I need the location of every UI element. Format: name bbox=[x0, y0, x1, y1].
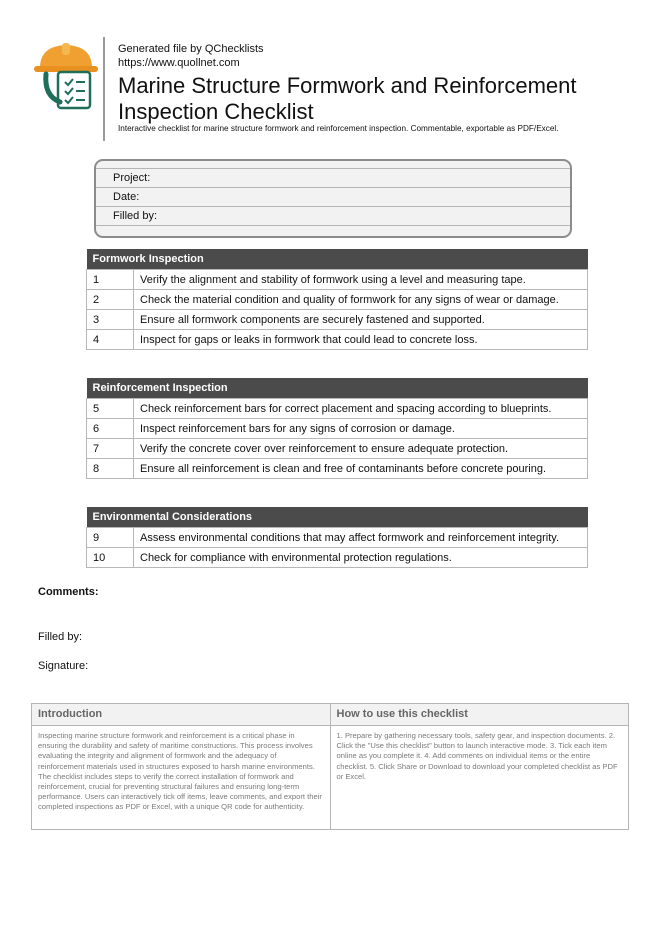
generator-info bbox=[118, 42, 264, 70]
header-divider bbox=[103, 37, 105, 141]
checklist-row[interactable] bbox=[87, 330, 588, 350]
item-text: Assess environmental conditions that may affect formwork and reinforcement integrity. bbox=[134, 528, 588, 548]
item-text: Verify the alignment and stability of formwork using a level and measuring tape. bbox=[134, 270, 588, 290]
item-text: Check reinforcement bars for correct placement and spacing according to blueprints. bbox=[134, 399, 588, 419]
item-number: 4 bbox=[87, 330, 134, 350]
date-field[interactable]: Date: bbox=[96, 188, 570, 207]
title-line-1: Marine Structure Formwork and Reinforcement bbox=[118, 73, 577, 98]
item-number: 10 bbox=[87, 548, 134, 568]
section-reinforcement-inspection bbox=[86, 378, 588, 479]
checklist-row[interactable] bbox=[87, 439, 588, 459]
checklist-row[interactable] bbox=[87, 548, 588, 568]
qchecklists-logo bbox=[32, 40, 100, 112]
filled-by-label: Filled by: bbox=[38, 631, 83, 643]
item-number: 9 bbox=[87, 528, 134, 548]
item-number: 5 bbox=[87, 399, 134, 419]
section-title: Formwork Inspection bbox=[87, 249, 588, 270]
item-number: 8 bbox=[87, 459, 134, 479]
item-text: Ensure all formwork components are securely fastened and supported. bbox=[134, 310, 588, 330]
introduction-text: Inspecting marine structure formwork and reinforcement is a critical phase in ensuring the durability and safety of maritime constructions. This process involves evaluating the integrity and alignment of formwork and the adequacy of reinforcement materials used in structures exposed to harsh marine environments. The checklist includes steps to verify the correct installation of formwork and reinforcement, crucial for preventing structural failures and ensuring long-term performance. Users can interactively tick off items, leave comments, and export their completed inspections as PDF or Excel, with a unique QR code for authenticity. bbox=[38, 731, 322, 812]
section-environmental-considerations bbox=[86, 507, 588, 568]
section-title: Environmental Considerations bbox=[87, 507, 588, 528]
checklist-row[interactable] bbox=[87, 528, 588, 548]
project-field[interactable]: Project: bbox=[96, 168, 570, 188]
item-text: Inspect for gaps or leaks in formwork that could lead to concrete loss. bbox=[134, 330, 588, 350]
checklist-row[interactable] bbox=[87, 270, 588, 290]
checklist-row[interactable] bbox=[87, 459, 588, 479]
item-text: Inspect reinforcement bars for any signs of corrosion or damage. bbox=[134, 419, 588, 439]
introduction-panel bbox=[32, 704, 330, 829]
page-title bbox=[118, 73, 577, 125]
checklist-row[interactable] bbox=[87, 290, 588, 310]
section-formwork-inspection bbox=[86, 249, 588, 350]
item-text: Check for compliance with environmental protection regulations. bbox=[134, 548, 588, 568]
generated-by-text: Generated file by QChecklists bbox=[118, 43, 264, 55]
item-number: 2 bbox=[87, 290, 134, 310]
filled-by-field[interactable]: Filled by: bbox=[96, 207, 570, 226]
source-url[interactable]: https://www.quollnet.com bbox=[118, 57, 240, 69]
checklist-description bbox=[31, 703, 629, 830]
document-info-box bbox=[94, 159, 572, 238]
how-to-text: 1. Prepare by gathering necessary tools, safety gear, and inspection documents. 2. Click the "Use this checklist" button to launch interactive mode. 3. Tick each item online as you complete it. 4. Add comments on individual items or the entire checklist. 5. Click Share or Download to download your completed checklist as PDF or Excel. bbox=[336, 731, 618, 781]
page-subtitle: Interactive checklist for marine structure formwork and reinforcement inspection. Commentable, exportable as PDF/Excel. bbox=[118, 124, 559, 133]
item-text: Ensure all reinforcement is clean and free of contaminants before concrete pouring. bbox=[134, 459, 588, 479]
comments-label: Comments: bbox=[38, 586, 99, 598]
how-to-heading: How to use this checklist bbox=[331, 704, 629, 726]
signature-label: Signature: bbox=[38, 660, 89, 672]
section-title: Reinforcement Inspection bbox=[87, 378, 588, 399]
checklist-row[interactable] bbox=[87, 399, 588, 419]
checklist-row[interactable] bbox=[87, 310, 588, 330]
introduction-heading: Introduction bbox=[32, 704, 330, 726]
item-number: 3 bbox=[87, 310, 134, 330]
checklist-row[interactable] bbox=[87, 419, 588, 439]
how-to-panel bbox=[330, 704, 629, 829]
title-line-2: Inspection Checklist bbox=[118, 99, 314, 124]
item-number: 1 bbox=[87, 270, 134, 290]
item-text: Verify the concrete cover over reinforcement to ensure adequate protection. bbox=[134, 439, 588, 459]
item-number: 6 bbox=[87, 419, 134, 439]
item-number: 7 bbox=[87, 439, 134, 459]
item-text: Check the material condition and quality of formwork for any signs of wear or damage. bbox=[134, 290, 588, 310]
